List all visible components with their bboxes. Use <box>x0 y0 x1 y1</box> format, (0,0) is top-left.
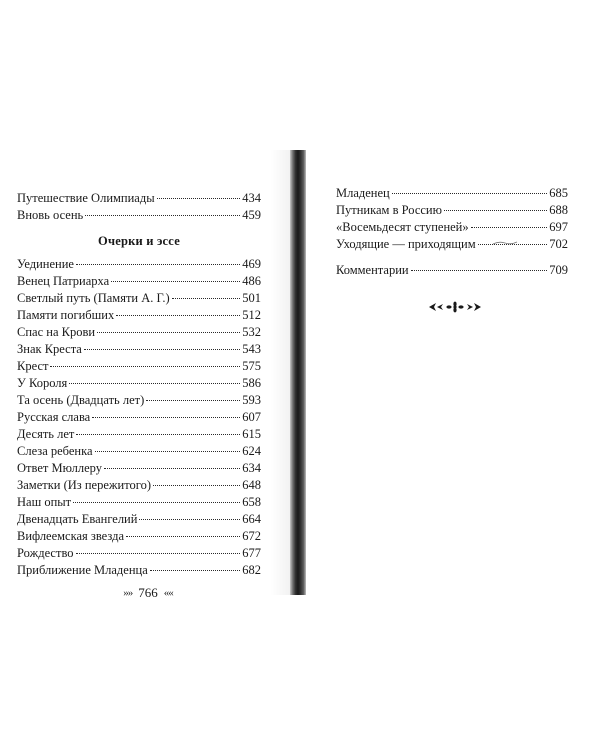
book-spine <box>290 150 306 595</box>
toc-entry <box>17 562 261 579</box>
dot-leader <box>153 485 240 486</box>
toc-entry <box>17 511 261 528</box>
toc-entry-title: Наш опыт <box>17 495 72 509</box>
toc-entry <box>17 341 261 358</box>
toc-entry-page: 543 <box>242 342 261 356</box>
gutter-shadow <box>270 150 290 595</box>
toc-entry <box>336 185 568 202</box>
ink-mark-icon <box>492 240 518 246</box>
dot-leader <box>92 417 240 418</box>
toc-entry-page: 607 <box>242 410 261 424</box>
toc-entry-title: Вифлеемская звезда <box>17 529 125 543</box>
dot-leader <box>84 349 240 350</box>
toc-entry-title: Комментарии <box>336 263 409 277</box>
toc-entry <box>17 358 261 375</box>
dot-leader <box>50 366 240 367</box>
toc-entry <box>17 273 261 290</box>
dot-leader <box>85 215 240 216</box>
toc-entry <box>17 409 261 426</box>
toc-entry-title: Ответ Мюллеру <box>17 461 102 475</box>
left-page <box>0 0 290 750</box>
toc-entry-title: Двенадцать Евангелий <box>17 512 138 526</box>
dot-leader <box>126 536 240 537</box>
toc-entry-title: Слеза ребенка <box>17 444 93 458</box>
page-number-value: 766 <box>138 585 158 600</box>
toc-entry-title: Спас на Крови <box>17 325 96 339</box>
page-ornament-right-icon: «« <box>163 587 173 599</box>
toc-entry-title: Путешествие Олимпиады <box>17 191 155 205</box>
toc-entry-page: 702 <box>549 237 568 251</box>
toc-entry-page: 648 <box>242 478 261 492</box>
dot-leader <box>95 451 241 452</box>
toc-entry-page: 512 <box>242 308 261 322</box>
toc-entry-page: 459 <box>242 208 261 222</box>
toc-entry-page: 634 <box>242 461 261 475</box>
dot-leader <box>146 400 240 401</box>
toc-entry-title: У Короля <box>17 376 68 390</box>
toc-entry-page: 664 <box>242 512 261 526</box>
toc-list-top <box>17 190 261 224</box>
toc-entry <box>17 207 261 224</box>
toc-entry-page: 593 <box>242 393 261 407</box>
toc-entry-title: Светлый путь (Памяти А. Г.) <box>17 291 170 305</box>
toc-entry-page: 624 <box>242 444 261 458</box>
toc-entry-page: 575 <box>242 359 261 373</box>
toc-entry-page: 677 <box>242 546 261 560</box>
toc-entry-page: 688 <box>549 203 568 217</box>
toc-entry-page: 501 <box>242 291 261 305</box>
toc-entry-title: Та осень (Двадцать лет) <box>17 393 145 407</box>
page-ornament-left-icon: »» <box>123 587 133 599</box>
toc-entry <box>336 219 568 236</box>
toc-entry-title: Крест <box>17 359 49 373</box>
dot-leader <box>157 198 241 199</box>
right-page <box>306 0 600 750</box>
dot-leader <box>111 281 240 282</box>
toc-entry-title: Уединение <box>17 257 74 271</box>
toc-entry-title: Русская слава <box>17 410 91 424</box>
toc-entry-title: Уходящие — приходящим <box>336 237 476 251</box>
toc-entry-page: 682 <box>242 563 261 577</box>
toc-entry <box>17 392 261 409</box>
dot-leader <box>76 434 240 435</box>
dot-leader <box>69 383 240 384</box>
toc-entry-title: Младенец <box>336 186 390 200</box>
toc-entry-title: Вновь осень <box>17 208 84 222</box>
dot-leader <box>76 553 241 554</box>
toc-entry-title: Венец Патриарха <box>17 274 110 288</box>
toc-entry <box>17 190 261 207</box>
toc-entry-title: Путникам в Россию <box>336 203 442 217</box>
toc-entry-page: 469 <box>242 257 261 271</box>
toc-list-essays <box>17 256 261 579</box>
toc-entry <box>17 307 261 324</box>
toc-entry <box>17 528 261 545</box>
dot-leader <box>172 298 241 299</box>
dot-leader <box>73 502 240 503</box>
toc-entry <box>17 460 261 477</box>
toc-entry-page: 709 <box>549 263 568 277</box>
toc-entry-title: «Восемьдесят ступеней» <box>336 220 469 234</box>
toc-entry <box>336 236 568 253</box>
dot-leader <box>97 332 240 333</box>
dot-leader <box>411 270 548 271</box>
toc-entry <box>17 443 261 460</box>
toc-entry-page: 615 <box>242 427 261 441</box>
toc-entry <box>17 494 261 511</box>
dot-leader <box>392 193 548 194</box>
toc-entry-page: 586 <box>242 376 261 390</box>
toc-entry-page: 532 <box>242 325 261 339</box>
toc-entry <box>17 426 261 443</box>
dot-leader <box>471 227 548 228</box>
dot-leader <box>150 570 241 571</box>
toc-entry <box>336 202 568 219</box>
toc-list-comments <box>336 262 568 279</box>
page-number <box>106 585 190 601</box>
toc-entry <box>336 262 568 279</box>
toc-entry-title: Заметки (Из пережитого) <box>17 478 152 492</box>
toc-entry-title: Знак Креста <box>17 342 82 356</box>
toc-entry-page: 486 <box>242 274 261 288</box>
dot-leader <box>139 519 240 520</box>
floral-divider-icon <box>427 300 483 314</box>
toc-entry <box>17 256 261 273</box>
toc-entry-title: Рождество <box>17 546 74 560</box>
toc-entry-page: 697 <box>549 220 568 234</box>
toc-entry-title: Десять лет <box>17 427 75 441</box>
dot-leader <box>104 468 240 469</box>
toc-entry <box>17 324 261 341</box>
dot-leader <box>76 264 240 265</box>
section-title: Очерки и эссе <box>98 234 180 248</box>
toc-entry <box>17 290 261 307</box>
toc-entry-title: Памяти погибших <box>17 308 115 322</box>
toc-entry <box>17 375 261 392</box>
toc-entry-page: 685 <box>549 186 568 200</box>
toc-entry-page: 434 <box>242 191 261 205</box>
toc-entry-title: Приближение Младенца <box>17 563 148 577</box>
toc-entry-page: 658 <box>242 495 261 509</box>
toc-entry <box>17 545 261 562</box>
toc-entry-page: 672 <box>242 529 261 543</box>
toc-list-right <box>336 185 568 253</box>
dot-leader <box>116 315 240 316</box>
dot-leader <box>444 210 547 211</box>
toc-entry <box>17 477 261 494</box>
